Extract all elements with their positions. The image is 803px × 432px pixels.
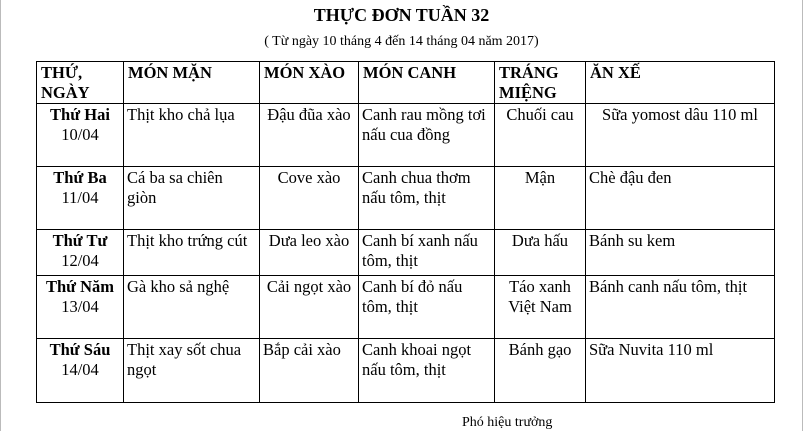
table-row [37, 339, 775, 403]
day-date: 11/04 [61, 188, 99, 207]
soup-cell: Canh bí đỏ nấu tôm, thịt [359, 276, 495, 339]
main-dish-cell: Cá ba sa chiên giòn [124, 167, 260, 230]
signer-title: Phó hiệu trưởng [462, 415, 553, 430]
dessert-cell: Mận [495, 167, 586, 230]
stir-fry-cell: Cove xào [260, 167, 359, 230]
table-row [37, 276, 775, 339]
day-name: Thứ Hai [50, 105, 110, 124]
day-cell [37, 230, 124, 276]
snack-cell: Sữa yomost dâu 110 ml [586, 104, 775, 167]
day-date: 10/04 [61, 125, 99, 144]
day-name: Thứ Năm [45, 277, 115, 296]
header-day: THỨ, NGÀY [37, 62, 124, 104]
snack-cell: Sữa Nuvita 110 ml [586, 339, 775, 403]
table-row [37, 104, 775, 167]
left-edge-line [0, 0, 1, 431]
header-stir-fry: MÓN XÀO [260, 62, 359, 104]
soup-cell: Canh rau mồng tơi nấu cua đồng [359, 104, 495, 167]
soup-cell: Canh bí xanh nấu tôm, thịt [359, 230, 495, 276]
day-cell [37, 276, 124, 339]
snack-cell: Bánh canh nấu tôm, thịt [586, 276, 775, 339]
main-dish-cell: Thịt kho chả lụa [124, 104, 260, 167]
dessert-cell: Dưa hấu [495, 230, 586, 276]
day-cell [37, 167, 124, 230]
day-name: Thứ Ba [53, 168, 107, 187]
dessert-cell: Táo xanh Việt Nam [495, 276, 586, 339]
main-dish-cell: Thịt kho trứng cút [124, 230, 260, 276]
table-row [37, 167, 775, 230]
table-header-row [37, 62, 775, 104]
header-soup: MÓN CANH [359, 62, 495, 104]
stir-fry-cell: Bắp cải xào [260, 339, 359, 403]
main-dish-cell: Thịt xay sốt chua ngọt [124, 339, 260, 403]
day-date: 13/04 [61, 297, 99, 316]
weekly-menu-table [36, 61, 775, 403]
header-snack: ĂN XẾ [586, 62, 775, 104]
day-date: 14/04 [61, 360, 99, 379]
soup-cell: Canh khoai ngọt nấu tôm, thịt [359, 339, 495, 403]
soup-cell: Canh chua thơm nấu tôm, thịt [359, 167, 495, 230]
header-main-dish: MÓN MẶN [124, 62, 260, 104]
day-name: Thứ Sáu [49, 340, 111, 359]
day-date: 12/04 [61, 251, 99, 270]
page-title: THỰC ĐƠN TUẦN 32 [313, 5, 490, 25]
stir-fry-cell: Cải ngọt xào [260, 276, 359, 339]
main-dish-cell: Gà kho sả nghệ [124, 276, 260, 339]
date-range-subtitle: ( Từ ngày 10 tháng 4 đến 14 tháng 04 năm 2017) [264, 34, 539, 49]
table-row [37, 230, 775, 276]
day-cell [37, 104, 124, 167]
stir-fry-cell: Đậu đũa xào [260, 104, 359, 167]
header-dessert: TRÁNG MIỆNG [495, 62, 586, 104]
day-name: Thứ Tư [52, 231, 108, 250]
snack-cell: Chè đậu đen [586, 167, 775, 230]
day-cell [37, 339, 124, 403]
dessert-cell: Chuối cau [495, 104, 586, 167]
stir-fry-cell: Dưa leo xào [260, 230, 359, 276]
snack-cell: Bánh su kem [586, 230, 775, 276]
dessert-cell: Bánh gạo [495, 339, 586, 403]
